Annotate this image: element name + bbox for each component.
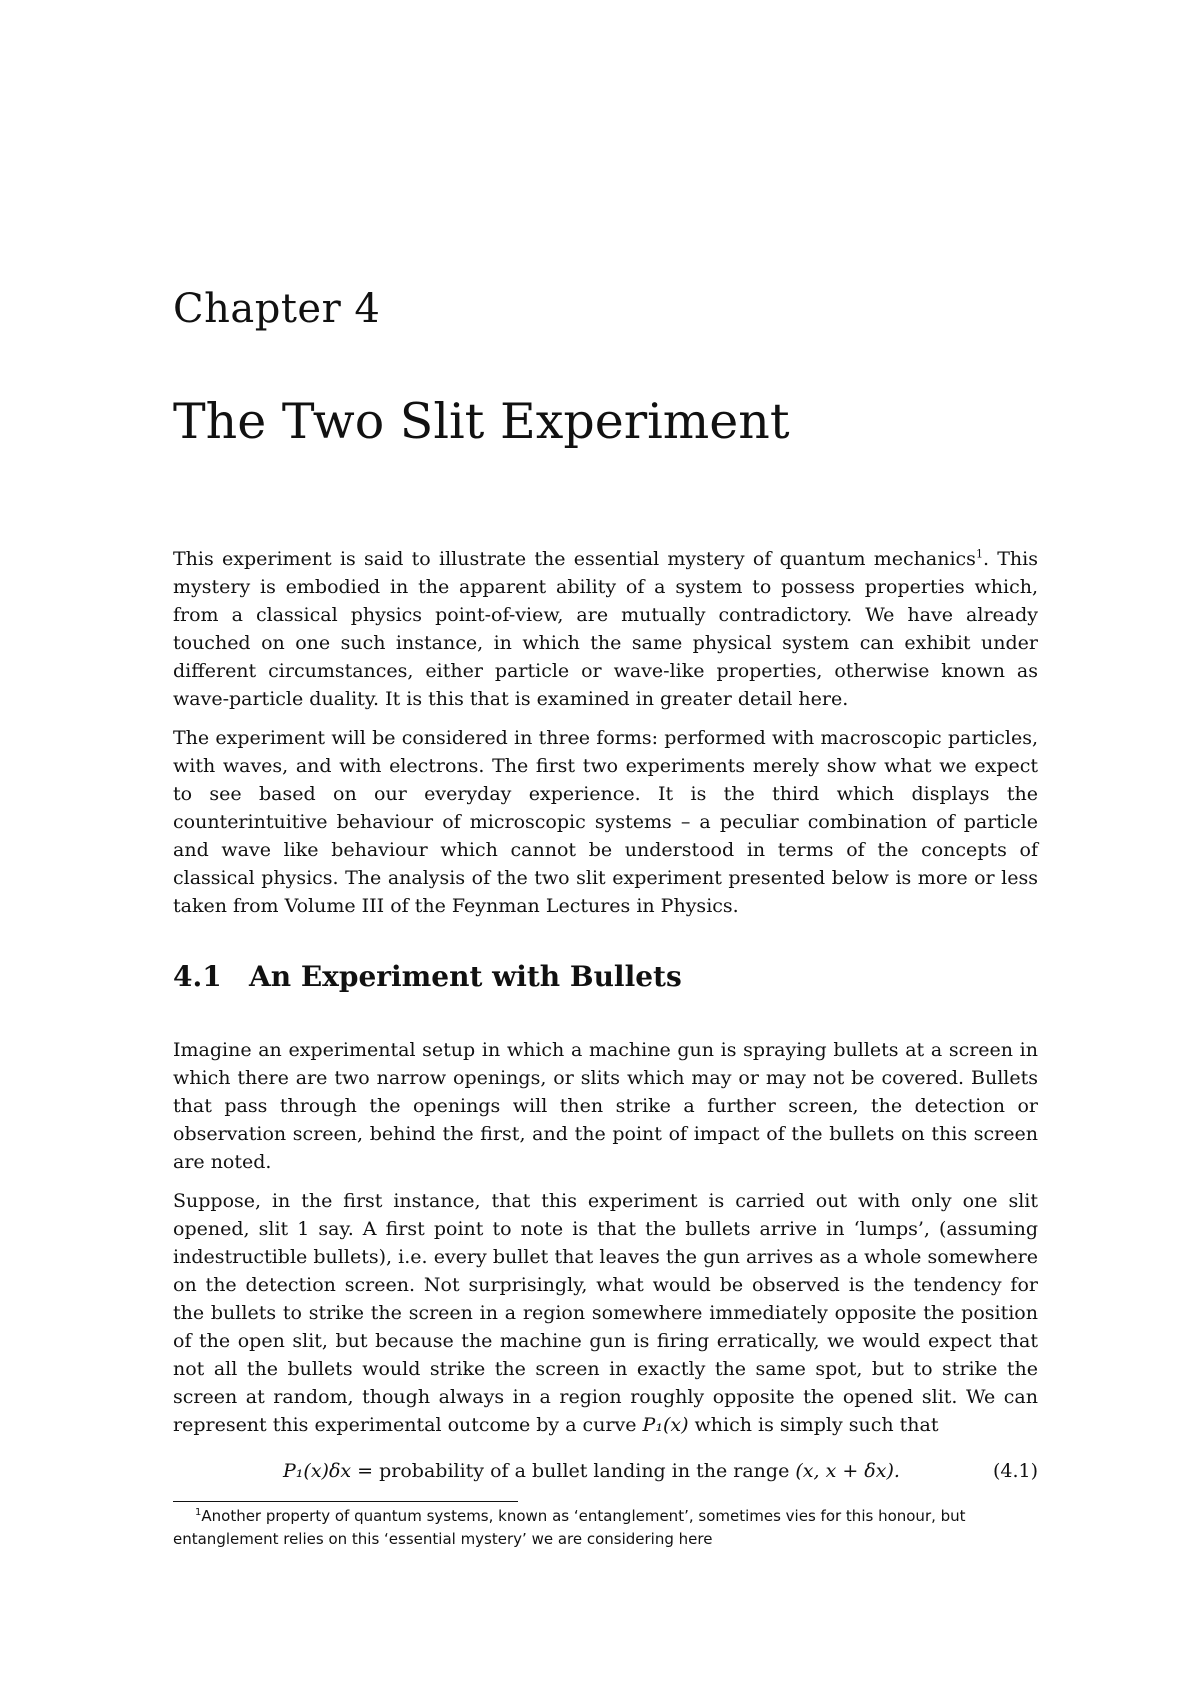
equation-body	[283, 1457, 900, 1485]
page	[173, 0, 1038, 1698]
footnote-mark: 1	[195, 1507, 202, 1518]
section-paragraph-2-text-b: which is simply such that	[694, 1414, 939, 1436]
section-paragraph-1	[173, 1036, 1038, 1176]
equation-range: (x, x + δx).	[795, 1460, 900, 1482]
section-heading	[173, 960, 682, 994]
equation	[173, 1457, 1038, 1485]
equation-lhs: P₁(x)δx =	[283, 1460, 374, 1482]
equation-number: (4.1)	[992, 1460, 1038, 1482]
footnote-reference[interactable]: 1	[975, 547, 983, 561]
intro-paragraph-2	[173, 724, 1038, 920]
section-paragraph-2-text-a: Suppose, in the first instance, that this experiment is carried out with only one slit opened, slit 1 say. A first point to note is that the bullets arrive in ‘lumps’, (assuming indestructible bullets), i.e. every bullet that leaves the gun arrives as a whole somewhere on the detection screen. Not surprisingly, what would be observed is the tendency for the bullets to strike the screen in a region somewhere immediately opposite the position of the open slit, but because the machine gun is firing erratically, we would expect that not all the bullets would strike the screen in exactly the same spot, but to strike the screen at random, though always in a region roughly opposite the opened slit. We can represent this experimental outcome by a curve	[173, 1190, 1038, 1436]
section-paragraph-1-text: Imagine an experimental setup in which a machine gun is spraying bullets at a screen in which there are two narrow openings, or slits which may or may not be covered. Bullets that pass through the openings will then strike a further screen, the detection or observation screen, behind the first, and the point of impact of the bullets on this screen are noted.	[173, 1039, 1038, 1173]
section-paragraph-2	[173, 1187, 1038, 1439]
equation-rhs-text: probability of a bullet landing in the range	[379, 1460, 790, 1482]
footnote	[173, 1505, 1038, 1551]
intro-paragraph-1-text-a: This experiment is said to illustrate the essential mystery of quantum mechanics	[173, 548, 976, 570]
footnote-rule	[173, 1501, 518, 1502]
intro-paragraph-1	[173, 545, 1038, 713]
section-title: An Experiment with Bullets	[249, 960, 682, 993]
chapter-label: Chapter 4	[173, 286, 381, 332]
inline-math: P₁(x)	[642, 1414, 689, 1436]
intro-paragraph-2-text: The experiment will be considered in three forms: performed with macroscopic particles, with waves, and with electrons. The first two experiments merely show what we expect to see based on our everyday experience. It is the third which displays the counterintuitive behaviour of microscopic systems – a peculiar combination of particle and wave like behaviour which cannot be understood in terms of the concepts of classical physics. The analysis of the two slit experiment presented below is more or less taken from Volume III of the Feynman Lectures in Physics.	[173, 727, 1038, 917]
footnote-text: Another property of quantum systems, known as ‘entanglement’, sometimes vies for this honour, but entanglement relies on this ‘essential mystery’ we are considering here	[173, 1507, 966, 1548]
section-number: 4.1	[173, 960, 222, 993]
intro-paragraph-1-text-b: . This mystery is embodied in the apparent ability of a system to possess properties which, from a classical physics point-of-view, are mutually contradictory. We have already touched on one such instance, in which the same physical system can exhibit under different circumstances, either particle or wave-like properties, otherwise known as wave-particle duality. It is this that is examined in greater detail here.	[173, 548, 1038, 710]
chapter-title: The Two Slit Experiment	[173, 393, 790, 450]
